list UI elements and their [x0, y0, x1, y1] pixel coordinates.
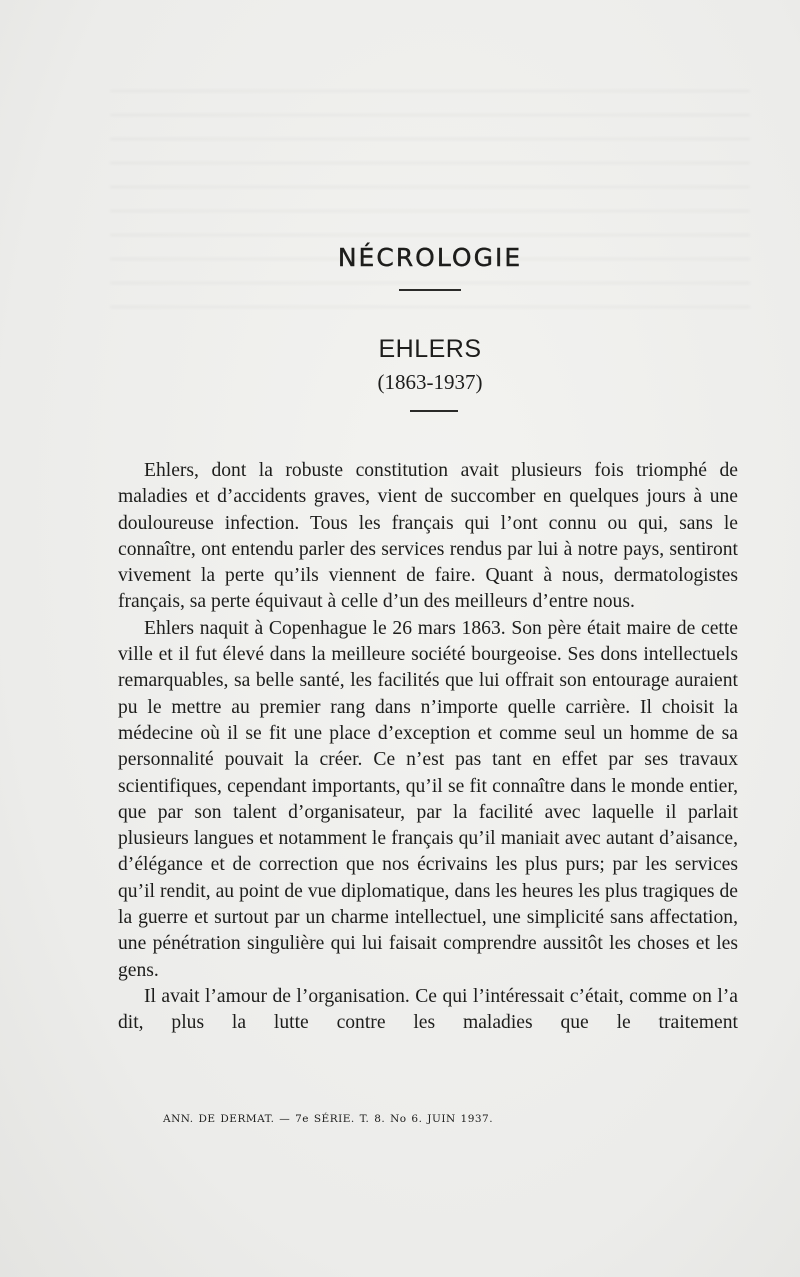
- obituary-dates: (1863-1937): [377, 370, 483, 394]
- bleed-through-shadow: [110, 90, 750, 330]
- section-title: NÉCROLOGIE: [337, 243, 523, 272]
- paragraph: Il avait l’amour de l’organisation. Ce qui l’intéressait c’était, comme on l’a dit, plus la lutte contre les maladies que le traitement: [118, 985, 738, 1034]
- paragraph: Ehlers, dont la robuste constitution avait plusieurs fois triomphé de maladies et d’accidents graves, vient de succomber en quelques jours à une douloureuse infection. Tous les français qui l’ont connu ou qui, sans le connaître, ont entendu parler des services rendus par lui à notre pays, sentiront vivement la perte qu’ils viennent de faire. Quant à nous, dermatologistes français, sa perte équivaut à celle d’un des meilleurs d’entre nous.: [118, 460, 738, 613]
- title-divider: [399, 289, 461, 291]
- name-divider: [410, 410, 458, 412]
- journal-footer: ANN. DE DERMAT. — 7e SÉRIE. T. 8. No 6. JUIN 1937.: [163, 1113, 494, 1125]
- obituary-name: EHLERS: [378, 335, 482, 363]
- paragraph: Ehlers naquit à Copenhague le 26 mars 1863. Son père était maire de cette ville et il fut élevé dans la meilleure société bourgeoise. Ses dons intellectuels remarquables, sa belle santé, les facilités que lui offrait son entourage auraient pu le mettre au premier rang dans n’importe quelle carrière. Il choisit la médecine où il se fit une place d’exception et comme seul un homme de sa personnalité pouvait la créer. Ce n’est pas tant en effet par ses travaux scientifiques, cependant importants, qu’il se fit connaître dans le monde entier, que par son talent d’organisateur, par la facilité avec laquelle il parlait plusieurs langues et notamment le français qu’il maniait avec autant d’aisance, d’élégance et de correction que nos écrivains les plus purs; par les services qu’il rendit, au point de vue diplomatique, dans les heures les plus tragiques de la guerre et surtout par un charme intellectuel, une simplicité sans affectation, une pénétration singulière qui lui faisait comprendre aussitôt les choses et les gens.: [118, 617, 738, 981]
- article-body: [118, 458, 738, 1037]
